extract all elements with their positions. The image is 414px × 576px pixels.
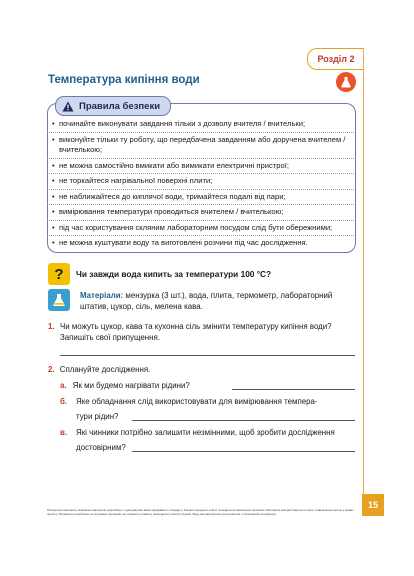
rule-item: • починайте виконувати завдання тільки з дозволу вчителя / вчительки; xyxy=(52,119,306,128)
safety-title: Правила безпеки xyxy=(79,100,161,112)
question-row xyxy=(48,263,271,285)
flask-icon xyxy=(48,289,70,311)
warning-icon xyxy=(62,101,74,112)
answer-line[interactable] xyxy=(232,389,355,390)
task-2: 2. Сплануйте дослідження. xyxy=(48,365,151,374)
task-2-text: Сплануйте дослідження. xyxy=(59,365,151,374)
page-number: 15 xyxy=(362,494,384,516)
rule-item: • не можна куштувати воду та виготовлені розчини під час дослідження. xyxy=(47,235,354,251)
task-2b: б. Яке обладнання слід використовувати для вимірювання темпера- xyxy=(60,397,318,406)
rule-item: • виконуйте тільки ту роботу, що передбачена завданням або доручена вчителем / вчителькою; xyxy=(47,132,354,158)
task-1: 1. Чи можуть цукор, кава та кухонна сіль змінити температуру кипіння води? Запишіть свої припущення. xyxy=(48,321,360,332)
rule-item: • не наближайтеся до киплячої води, тримайтеся подалі від пари; xyxy=(47,189,354,205)
task-2b-cont: тури рідин? xyxy=(76,412,119,421)
task-2c-cont: достовірним? xyxy=(76,443,126,452)
flask-icon xyxy=(336,72,356,92)
section-divider xyxy=(363,48,364,508)
rule-item: • під час користування скляним лабораторним посудом слід бути обережними; xyxy=(47,220,354,236)
section-tab: Розділ 2 xyxy=(307,48,364,70)
safety-header xyxy=(55,96,171,116)
task-2a: а. Як ми будемо нагрівати рідини? xyxy=(60,381,190,390)
answer-line[interactable] xyxy=(60,355,355,356)
answer-line[interactable] xyxy=(132,420,355,421)
task-2c: в. Які чинники потрібно залишити незмінними, щоб зробити дослідження xyxy=(60,428,335,437)
task-1-text: Чи можуть цукор, кава та кухонна сіль змінити температуру кипіння води? Запишіть свої припущення. xyxy=(60,322,332,342)
rule-item: • не торкайтеся нагрівальної поверхні плити; xyxy=(47,173,354,189)
rule-item: • не можна самостійно вмикати або вимикати електричні пристрої; xyxy=(47,158,354,174)
footnote: Поширення матеріалу. Навчальні матеріали розроблено з урахуванням вимог Державного стандарту базової середньої освіти та модельної навчальної програми. Матеріали використовуються лише з навчальною метою у межах проєкту. Матеріали розроблено за підтримки партнерів, які сприяють розвитку природничої освіти в Україні. Будь-яке відтворення допускається з посиланням на джерело. xyxy=(47,508,354,516)
safety-rules-list xyxy=(47,117,354,251)
materials-text: Матеріали: мензурка (3 шт.), вода, плита, термометр, лабораторний штатив, цукор, сіль, мелена кава. xyxy=(80,291,333,311)
rule-item: • вимірювання температури проводиться вчителем / вчителькою; xyxy=(47,204,354,220)
answer-line[interactable] xyxy=(132,451,355,452)
page-title: Температура кипіння води xyxy=(48,74,200,86)
question-text: Чи завжди вода кипить за температури 100 °C? xyxy=(76,269,272,279)
question-icon: ? xyxy=(48,263,70,285)
